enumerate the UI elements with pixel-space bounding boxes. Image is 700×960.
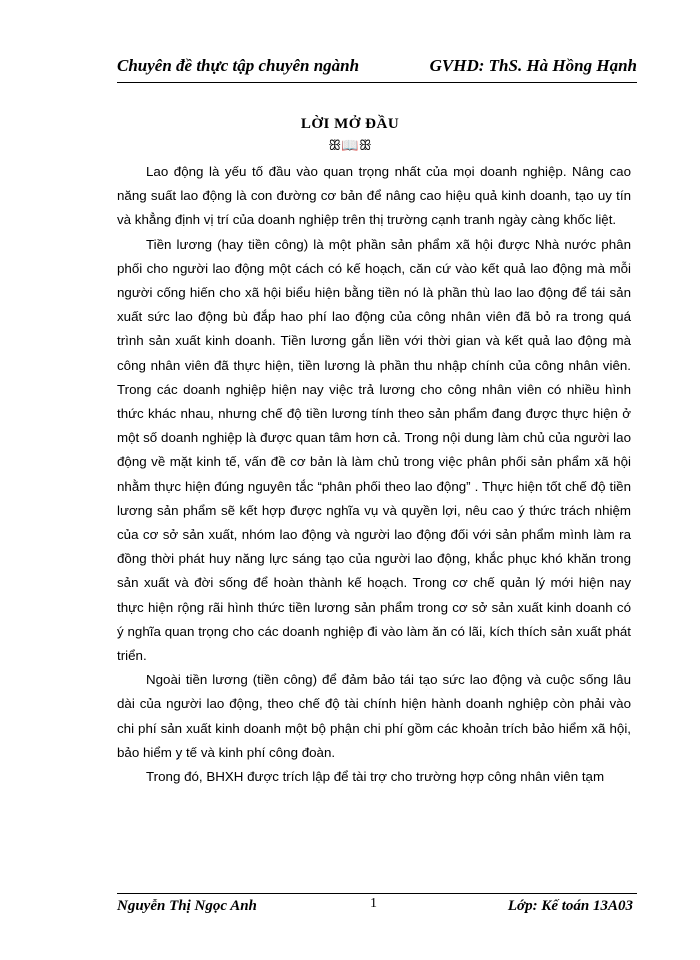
paragraph-4: Trong đó, BHXH được trích lập để tài trợ cho trường hợp công nhân viên tạm — [146, 769, 605, 785]
page-footer — [117, 893, 637, 920]
paragraph-3: Ngoài tiền lương (tiền công) để đảm bảo tái tạo sức lao động và cuộc sống lâu dài của người lao động, theo chế độ tài chính hiện hành doanh nghiệp còn phải vào chi phí sản xuất kinh doanh một bộ phận chi phí gồm các khoản trích bảo hiểm xã hội, bảo hiểm y tế và kinh phí công đoàn. — [117, 672, 631, 760]
page-title: LỜI MỞ ĐẦU — [300, 116, 400, 132]
document-body — [117, 160, 631, 789]
header-instructor: GVHD: ThS. Hà Hồng Hạnh — [429, 56, 637, 75]
book-ornament-icon: ꕥ📖ꕥ — [328, 139, 372, 154]
header-course-title: Chuyên đề thực tập chuyên ngành — [117, 56, 360, 75]
paragraph-2: Tiền lương (hay tiền công) là một phần sản phẩm xã hội được Nhà nước phân phối cho người lao động một cách có kế hoạch, căn cứ vào kết quả lao động mà mỗi người cống hiến cho xã hội biểu hiện bằng tiền nó là phần thù lao lao động để tái sản xuất sức lao động bù đắp hao phí lao động của công nhân viên đã bỏ ra trong quá trình sản xuất kinh doanh. Tiền lương gắn liền với thời gian và kết quả lao động mà công nhân viên đã thực hiện, tiền lương là phần thu nhập chính của công nhân viên. Trong các doanh nghiệp hiện nay việc trả lương cho công nhân viên có nhiều hình thức khác nhau, nhưng chế độ tiền lương tính theo sản phẩm đang được thực hiện ở một số doanh nghiệp là được quan tâm hơn cả. Trong nội dung làm chủ của người lao động về mặt kinh tế, vấn đề cơ bản là làm chủ trong việc phân phối sản phẩm xã hội nhằm thực hiện đúng nguyên tắc “phân phối theo lao động” . Thực hiện tốt chế độ tiền lương sản phẩm sẽ kết hợp được nghĩa vụ và quyền lợi, nêu cao ý thức trách nhiệm của cơ sở sản xuất, nhóm lao động và người lao động đối với sản phẩm mình làm ra đồng thời phát huy năng lực sáng tạo của người lao động, khắc phục khó khăn trong sản xuất và đời sống để hoàn thành kế hoạch. Trong cơ chế quản lý mới hiện nay thực hiện rộng rãi hình thức tiền lương sản phẩm trong cơ sở sản xuất kinh doanh có ý nghĩa quan trọng cho các doanh nghiệp đi vào làm ăn có lãi, kích thích sản xuất phát triển. — [117, 236, 631, 664]
ornament-divider — [0, 139, 700, 155]
paragraph-1: Lao động là yếu tố đầu vào quan trọng nhất của mọi doanh nghiệp. Nâng cao năng suất lao động là con đường cơ bản để nâng cao hiệu quả kinh doanh, tạo uy tín và khẳng định vị trí của doanh nghiệp trên thị trường cạnh tranh ngày càng khốc liệt. — [117, 164, 631, 228]
page-header — [117, 54, 637, 83]
footer-class: Lớp: Kế toán 13A03 — [507, 898, 633, 914]
page-number: 1 — [370, 896, 377, 911]
footer-author: Nguyễn Thị Ngọc Anh — [117, 898, 257, 914]
